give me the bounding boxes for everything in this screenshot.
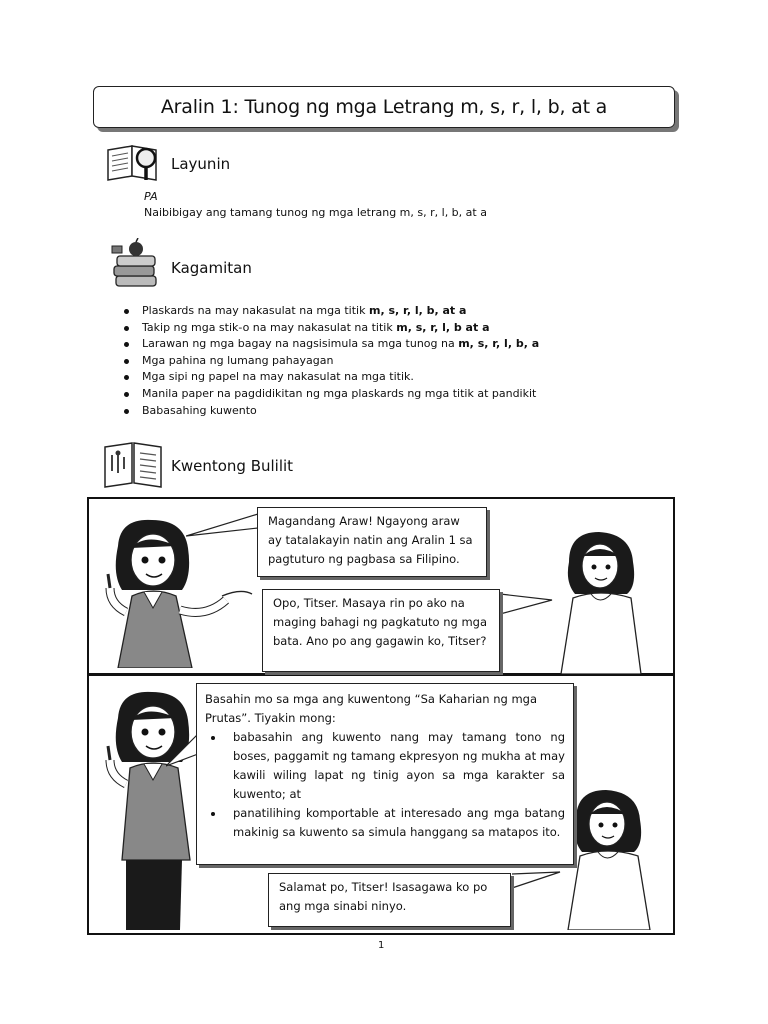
speech-tail: [510, 870, 562, 894]
instructions-intro: Basahin mo sa mga ang kuwentong “Sa Kaharian ng mga Prutas”. Tiyakin mong:: [205, 692, 538, 725]
teacher-greeting-bubble: Magandang Araw! Ngayong araw ay tatalakayin natin ang Aralin 1 sa pagtuturo ng pagbasa sa Filipino.: [257, 507, 487, 577]
speech-tail: [498, 590, 554, 620]
materials-list: [120, 303, 539, 419]
student-illustration: [553, 532, 649, 674]
book-magnifier-icon: [104, 140, 164, 184]
list-item: Takip ng mga stik-o na may nakasulat na titik m, s, r, l, b at a: [120, 320, 539, 337]
books-stack-icon: [110, 238, 160, 290]
list-item: Plaskards na may nakasulat na mga titik m, s, r, l, b, at a: [120, 303, 539, 320]
pa-label: PA: [144, 190, 158, 203]
teacher-instructions-bubble: [196, 683, 574, 865]
list-item: Babasahing kuwento: [120, 403, 539, 420]
layunin-heading: Layunin: [171, 155, 231, 173]
student-illustration: [560, 790, 660, 930]
storybook-icon: [102, 441, 164, 489]
student-thanks-bubble: Salamat po, Titser! Isasagawa ko po ang mga sinabi ninyo.: [268, 873, 511, 927]
objective-text: Naibibigay ang tamang tunog ng mga letrang m, s, r, l, b, at a: [144, 206, 487, 219]
list-item: Mga sipi ng papel na may nakasulat na mga titik.: [120, 369, 539, 386]
speech-tail: [186, 510, 260, 540]
lesson-title: Aralin 1: Tunog ng mga Letrang m, s, r, l, b, at a: [93, 86, 675, 128]
teacher-illustration: [96, 690, 206, 930]
list-item: Mga pahina ng lumang pahayagan: [120, 353, 539, 370]
kwento-heading: Kwentong Bulilit: [171, 457, 294, 475]
teacher-illustration: [96, 518, 256, 668]
kagamitan-heading: Kagamitan: [171, 259, 252, 277]
student-reply-bubble: Opo, Titser. Masaya rin po ako na maging bahagi ng pagkatuto ng mga bata. Ano po ang gagawin ko, Titser?: [262, 589, 500, 672]
instructions-list: [205, 728, 565, 842]
speech-tail: [166, 730, 200, 770]
page-number: 1: [378, 940, 385, 951]
list-item: babasahin ang kuwento nang may tamang tono ng boses, paggamit ng tamang ekpresyon ng mukha at may kawili wiling lapat ng tinig ayon sa mga karakter sa kuwento; at: [205, 728, 565, 804]
list-item: panatilihing komportable at interesado ang mga batang makinig sa kuwento sa simula hanggang sa matapos ito.: [205, 804, 565, 842]
list-item: Larawan ng mga bagay na nagsisimula sa mga tunog na m, s, r, l, b, a: [120, 336, 539, 353]
list-item: Manila paper na pagdidikitan ng mga plaskards ng mga titik at pandikit: [120, 386, 539, 403]
